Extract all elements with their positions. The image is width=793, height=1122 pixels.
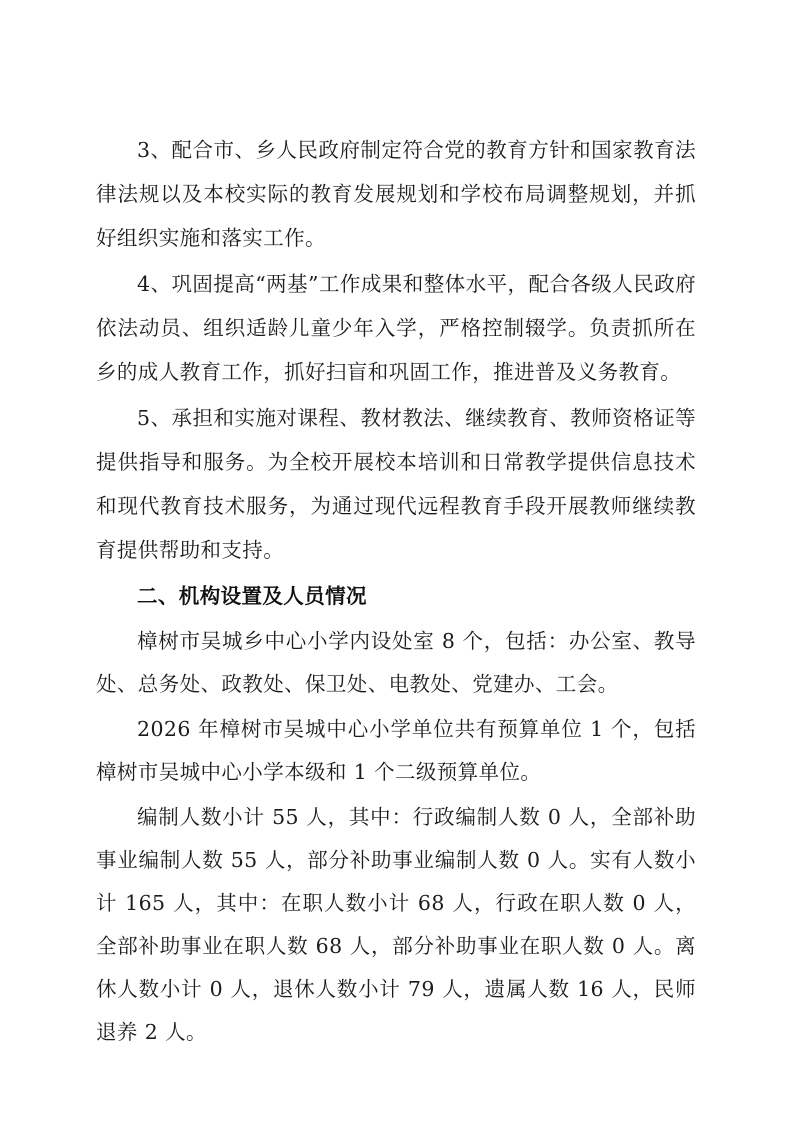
paragraph-item-5: 5、承担和实施对课程、教材教法、继续教育、教师资格证等提供指导和服务。为全校开展校本培训和日常教学提供信息技术和现代教育技术服务，为通过现代远程教育手段开展教师继续教育提供帮助和支持。	[96, 406, 696, 562]
paragraph-org-departments: 樟树市吴城乡中心小学内设处室 8 个，包括：办公室、教导处、总务处、政教处、保卫处、电教处、党建办、工会。	[96, 629, 696, 696]
section-heading-organization: 二、机构设置及人员情况	[137, 584, 367, 608]
paragraph-item-4: 4、巩固提高“两基”工作成果和整体水平，配合各级人民政府依法动员、组织适龄儿童少年入学，严格控制辍学。负责抓所在乡的成人教育工作，抓好扫盲和巩固工作，推进普及义务教育。	[96, 272, 696, 384]
paragraph-item-3: 3、配合市、乡人民政府制定符合党的教育方针和国家教育法律法规以及本校实际的教育发展规划和学校布局调整规划，并抓好组织实施和落实工作。	[96, 138, 696, 250]
paragraph-budget-units: 2026 年樟树市吴城中心小学单位共有预算单位 1 个，包括樟树市吴城中心小学本级和 1 个二级预算单位。	[96, 717, 696, 784]
paragraph-staffing-numbers: 编制人数小计 55 人，其中：行政编制人数 0 人，全部补助事业编制人数 55 人，部分补助事业编制人数 0 人。实有人数小计 165 人，其中：在职人数小计 68 人，行政在职人数 0 人，全部补助事业在职人数 68 人，部分补助事业在职人数 0 人。离休人数小计 0 人，退休人数小计 79 人，遗属人数 16 人，民师退养 2 人。	[96, 805, 696, 1044]
document-body	[96, 128, 696, 1056]
